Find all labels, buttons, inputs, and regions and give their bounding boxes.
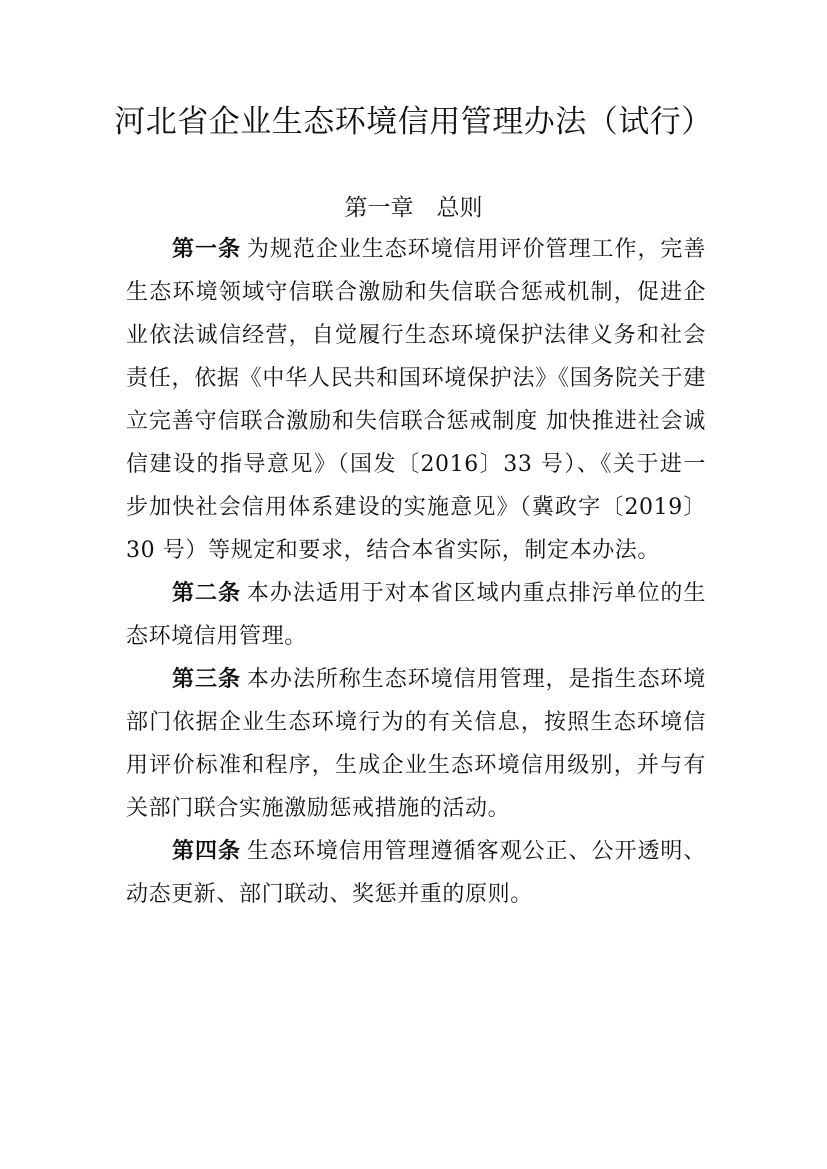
article-4 <box>126 830 706 916</box>
article-text: 为规范企业生态环境信用评价管理工作，完善生态环境领域守信联合激励和失信联合惩戒机制，促进企业依法诚信经营，自觉履行生态环境保护法律义务和社会责任，依据《中华人民共和国环境保护法》《国务院关于建立完善守信联合激励和失信联合惩戒制度 加快推进社会诚信建设的指导意见》（国发〔2016〕33 号）、《关于进一步加快社会信用体系建设的实施意见》（冀政字〔2019〕30 号）等规定和要求，结合本省实际，制定本办法。 <box>126 237 706 563</box>
chapter-heading: 第一章 总则 <box>344 195 483 221</box>
article-text: 本办法所称生态环境信用管理，是指生态环境部门依据企业生态环境行为的有关信息，按照生态环境信用评价标准和程序，生成企业生态环境信用级别，并与有关部门联合实施激励惩戒措施的活动。 <box>126 667 706 821</box>
article-1 <box>126 228 706 572</box>
article-number: 第四条 <box>172 838 241 864</box>
article-2 <box>126 572 706 658</box>
article-number: 第二条 <box>172 580 241 606</box>
article-text: 生态环境信用管理遵循客观公正、公开透明、动态更新、部门联动、奖惩并重的原则。 <box>126 839 706 907</box>
document-title: 河北省企业生态环境信用管理办法（试行） <box>114 104 713 140</box>
article-text: 本办法适用于对本省区域内重点排污单位的生态环境信用管理。 <box>126 581 706 649</box>
article-number: 第三条 <box>172 666 241 692</box>
article-number: 第一条 <box>172 236 241 262</box>
document-body <box>126 228 706 916</box>
article-3 <box>126 658 706 830</box>
